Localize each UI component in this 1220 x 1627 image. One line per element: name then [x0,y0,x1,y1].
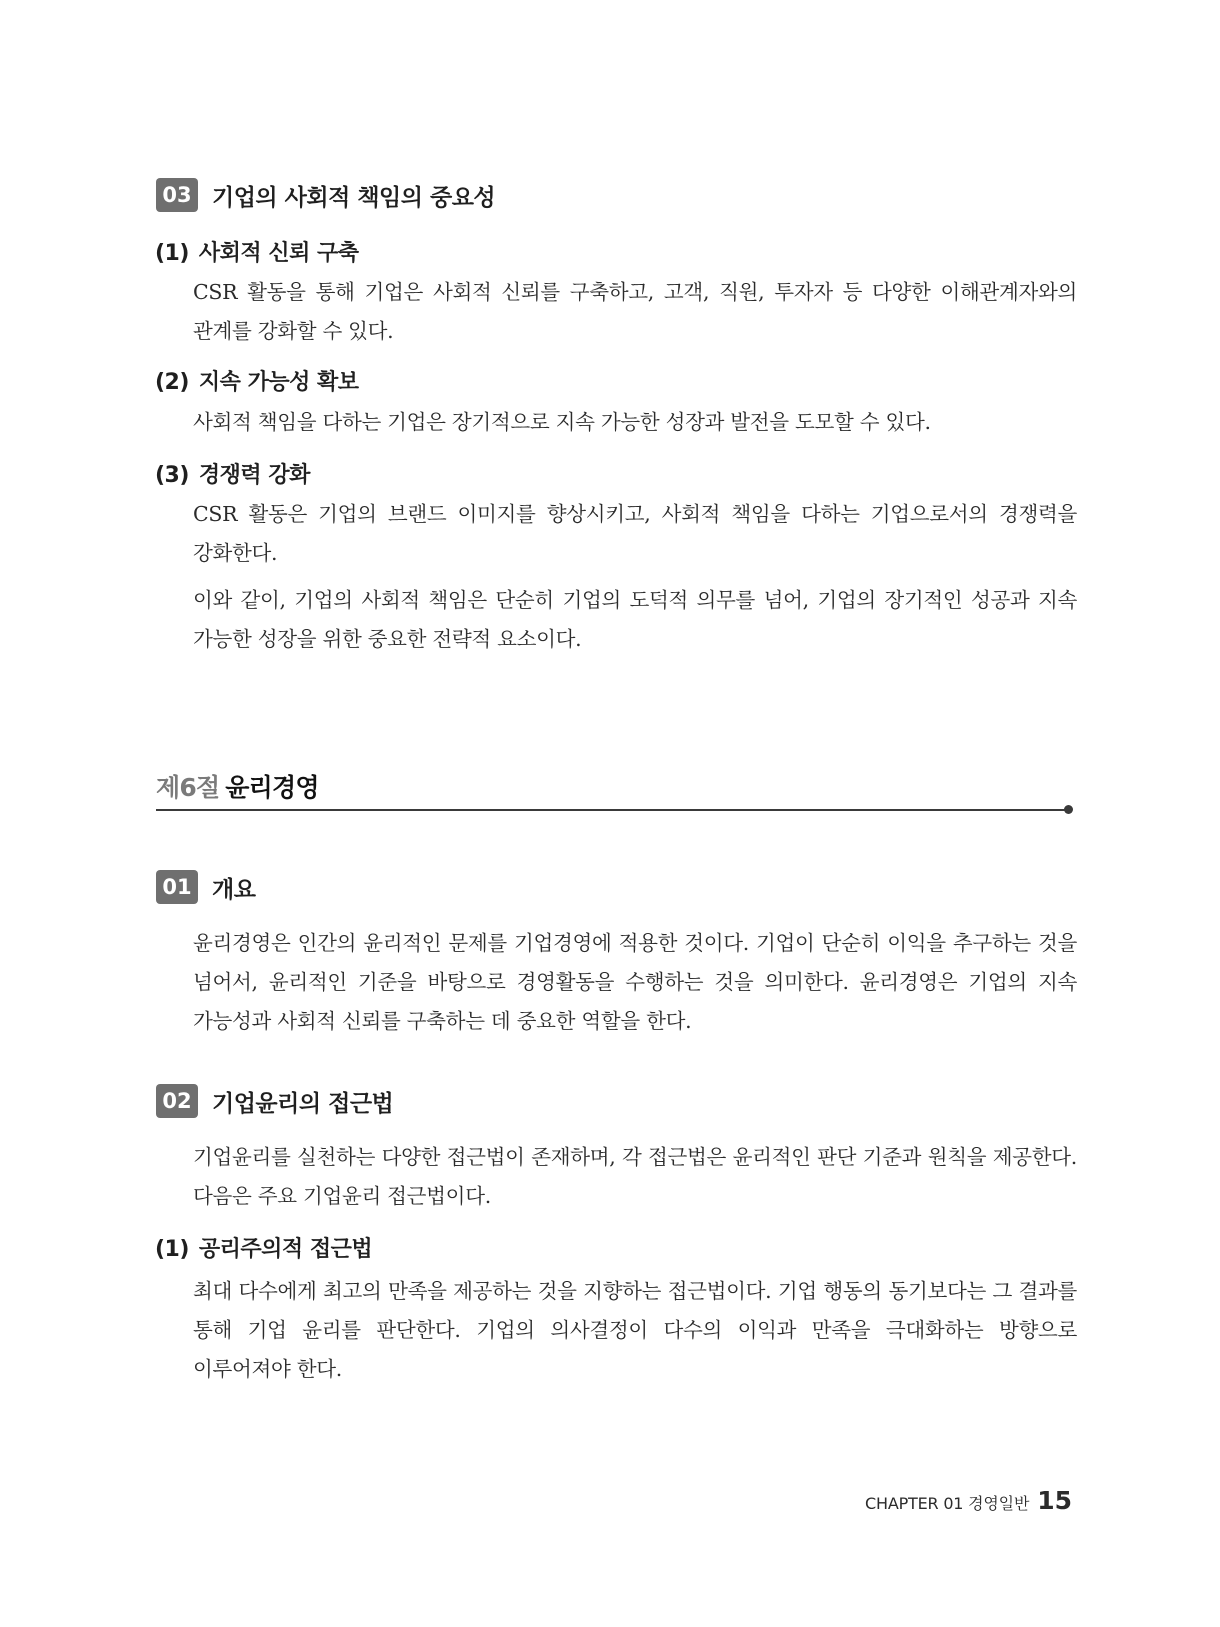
section-number-badge: 02 [156,1084,198,1118]
body-paragraph: 사회적 책임을 다하는 기업은 장기적으로 지속 가능한 성장과 발전을 도모할 수 있다. [193,410,931,434]
body-paragraph: 윤리경영은 인간의 윤리적인 문제를 기업경영에 적용한 것이다. 기업이 단순히 이익을 추구하는 것을 넘어서, 윤리적인 기준을 바탕으로 경영활동을 수행하는 것을 의미한다. 윤리경영은 기업의 지속 가능성과 사회적 신뢰를 구축하는 데 중요한 역할을 한다. [193,931,1077,1033]
section-number-badge: 03 [156,178,198,212]
subsection-heading [155,458,310,489]
subsection-heading [155,365,359,396]
subsection-title: 사회적 신뢰 구축 [198,241,359,266]
subsection-heading [155,236,359,267]
chapter-running-title: CHAPTER 01 경영일반 [865,1494,1030,1513]
section-title: 기업윤리의 접근법 [212,1090,394,1117]
divider-end-dot [1064,805,1073,814]
section-number-badge: 01 [156,870,198,904]
body-paragraph: CSR 활동을 통해 기업은 사회적 신뢰를 구축하고, 고객, 직원, 투자자 등 다양한 이해관계자와의 관계를 강화할 수 있다. [193,280,1077,343]
subsection-title: 경쟁력 강화 [198,463,310,488]
subsection-number: (3) [155,463,189,488]
section-title: 개요 [212,876,256,903]
section-title: 기업의 사회적 책임의 중요성 [212,184,496,211]
chapter-divider [156,809,1068,811]
subsection-heading [155,1232,372,1263]
chapter-heading [156,768,319,804]
page-footer [865,1486,1072,1515]
chapter-title: 윤리경영 [225,773,319,802]
subsection-number: (1) [155,241,189,266]
body-paragraph: CSR 활동은 기업의 브랜드 이미지를 향상시키고, 사회적 책임을 다하는 기업으로서의 경쟁력을 강화한다. [193,502,1077,565]
chapter-label: 제6절 [156,773,220,802]
body-paragraph: 최대 다수에게 최고의 만족을 제공하는 것을 지향하는 접근법이다. 기업 행동의 동기보다는 그 결과를 통해 기업 윤리를 판단한다. 기업의 의사결정이 다수의 이익과 만족을 극대화하는 방향으로 이루어져야 한다. [193,1279,1077,1381]
body-paragraph: 기업윤리를 실천하는 다양한 접근법이 존재하며, 각 접근법은 윤리적인 판단 기준과 원칙을 제공한다. 다음은 주요 기업윤리 접근법이다. [193,1145,1077,1208]
subsection-number: (1) [155,1237,189,1262]
subsection-title: 지속 가능성 확보 [198,370,359,395]
section-03-heading [156,178,495,212]
body-paragraph: 이와 같이, 기업의 사회적 책임은 단순히 기업의 도덕적 의무를 넘어, 기업의 장기적인 성공과 지속 가능한 성장을 위한 중요한 전략적 요소이다. [193,588,1077,651]
page-number: 15 [1037,1486,1072,1515]
section-02-heading [156,1084,393,1118]
subsection-title: 공리주의적 접근법 [198,1237,373,1262]
subsection-number: (2) [155,370,189,395]
section-01-heading [156,870,255,904]
